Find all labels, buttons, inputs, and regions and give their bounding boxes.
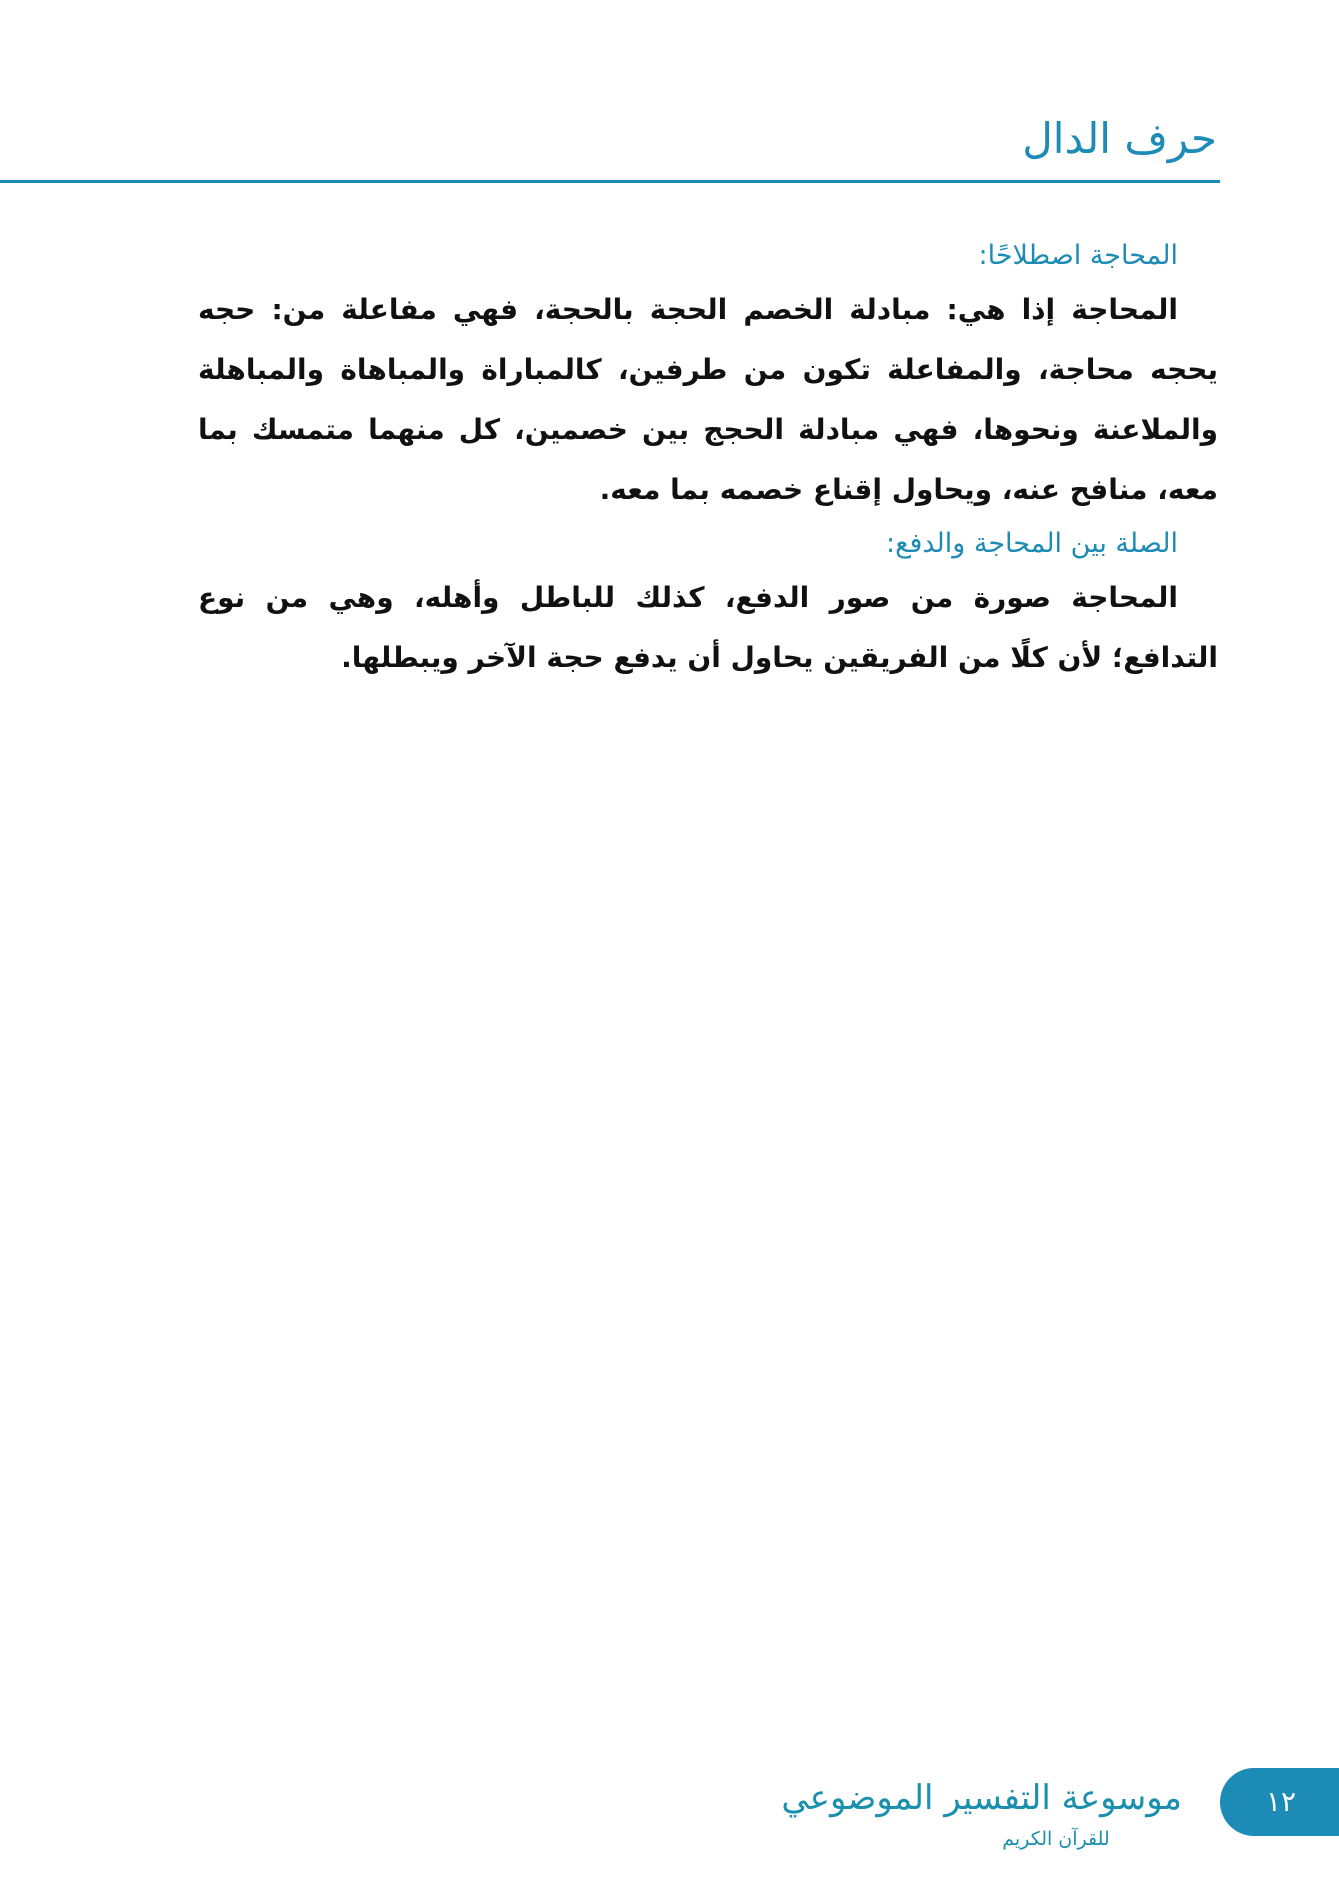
paragraph-relation: المحاجة صورة من صور الدفع، كذلك للباطل وأهله، وهي من نوع التدافع؛ لأن كلًا من الفريقين يحاول أن يدفع حجة الآخر ويبطلها. (198, 581, 1218, 674)
main-content (198, 232, 1218, 688)
logo-main-text: موسوعة التفسير الموضوعي (781, 1778, 1182, 1818)
encyclopedia-logo (781, 1778, 1182, 1866)
paragraph-definition: المحاجة إذا هي: مبادلة الخصم الحجة بالحجة، فهي مفاعلة من: حجه يحجه محاجة، والمفاعلة تكون من طرفين، كالمباراة والمباهاة والمباهلة والملاعنة ونحوها، فهي مبادلة الحجج بين خصمين، كل منهما متمسك بما معه، منافح عنه، ويحاول إقناع خصمه بما معه. (198, 293, 1218, 506)
page-number: ١٢ (1265, 1785, 1297, 1818)
section-heading-relation: الصلة بين المحاجة والدفع: (886, 528, 1178, 559)
header-divider (0, 180, 1220, 183)
section-heading-definition: المحاجة اصطلاحًا: (978, 240, 1178, 271)
logo-sub-text: للقرآن الكريم (1002, 1828, 1110, 1850)
page-header-title: حرف الدال (1022, 114, 1217, 163)
